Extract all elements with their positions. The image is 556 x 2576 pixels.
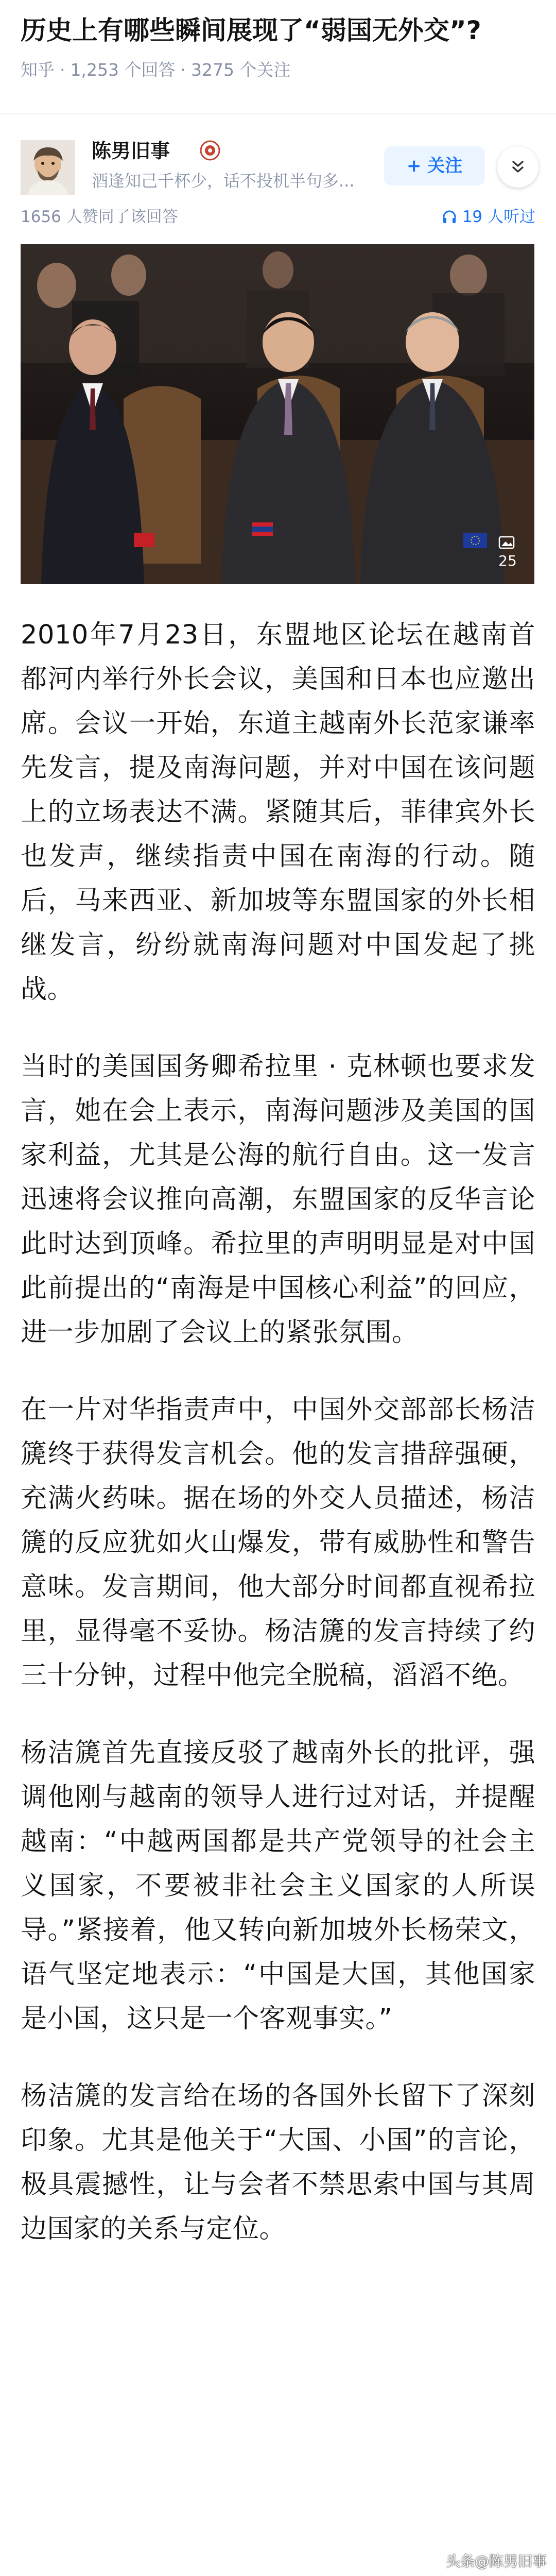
question-header [21,12,535,81]
article-paragraph: 2010年7月23日，东盟地区论坛在越南首都河内举行外长会议，美国和日本也应邀出席。会议一开始，东道主越南外长范家谦率先发言，提及南海问题，并对中国在该问题上的立场表达不满。紧随其后，菲律宾外长也发声，继续指责中国在南海的行动。随后，马来西亚、新加坡等东盟国家的外长相继发言，纷纷就南海问题对中国发起了挑战。 [21,620,535,1005]
meta-separator: · [60,60,65,80]
meta-separator: · [180,60,186,80]
watermark: 头条@陈男旧事 [445,2553,547,2570]
author-name[interactable]: 陈男旧事 [92,140,170,162]
author-row [21,136,535,203]
listen-button[interactable] [442,204,535,230]
photo-count-value: 25 [498,552,517,569]
header-divider [0,113,556,114]
double-chevron-down-icon [509,158,527,176]
article-paragraph: 杨洁篪首先直接反驳了越南外长的批评，强调他刚与越南的领导人进行过对话，并提醒越南：“中越两国都是共产党领导的社会主义国家，不要被非社会主义国家的人所误导。”紧接着，他又转向新加坡外长杨荣文，语气坚定地表示：“中国是大国，其他国家是小国，这只是一个客观事实。” [21,1738,535,2034]
likes-count: 1656 人赞同了该回答 [21,208,178,226]
listeners-count: 19 人听过 [462,208,535,226]
answer-stats [21,204,535,230]
image-gallery-icon [498,535,517,550]
question-meta [21,59,535,81]
photo-count[interactable] [498,535,517,569]
answer-content [21,613,535,2284]
question-title[interactable]: 历史上有哪些瞬间展现了“弱国无外交”? [21,15,481,45]
answer-photo[interactable] [21,244,534,584]
avatar-portrait-icon [21,140,75,195]
expand-more-button[interactable] [497,146,538,188]
verified-badge-icon [200,140,220,161]
answers-count[interactable]: 1,253 个回答 [70,60,176,80]
follow-button[interactable]: + 关注 [384,146,485,185]
headphones-icon [442,209,457,225]
conference-photo-image [21,244,534,584]
platform-name: 知乎 [21,60,55,80]
article-paragraph: 当时的美国国务卿希拉里 · 克林顿也要求发言，她在会上表示，南海问题涉及美国的国家利益，尤其是公海的航行自由。这一发言迅速将会议推向高潮，东盟国家的反华言论此时达到顶峰。希拉里的声明明显是对中国此前提出的“南海是中国核心利益”的回应，进一步加剧了会议上的紧张氛围。 [21,1052,535,1348]
author-bio: 酒逢知己千杯少，话不投机半句多... [92,171,355,191]
article-paragraph: 在一片对华指责声中，中国外交部部长杨洁篪终于获得发言机会。他的发言措辞强硬，充满火药味。据在场的外交人员描述，杨洁篪的反应犹如火山爆发，带有威胁性和警告意味。发言期间，他大部分时间都直视希拉里，显得毫不妥协。杨洁篪的发言持续了约三十分钟，过程中他完全脱稿，滔滔不绝。 [21,1395,535,1691]
article-paragraph: 杨洁篪的发言给在场的各国外长留下了深刻印象。尤其是他关于“大国、小国”的言论，极具震撼性，让与会者不禁思索中国与其周边国家的关系与定位。 [21,2081,535,2244]
followers-count: 3275 个关注 [190,60,291,80]
avatar[interactable] [21,140,75,195]
